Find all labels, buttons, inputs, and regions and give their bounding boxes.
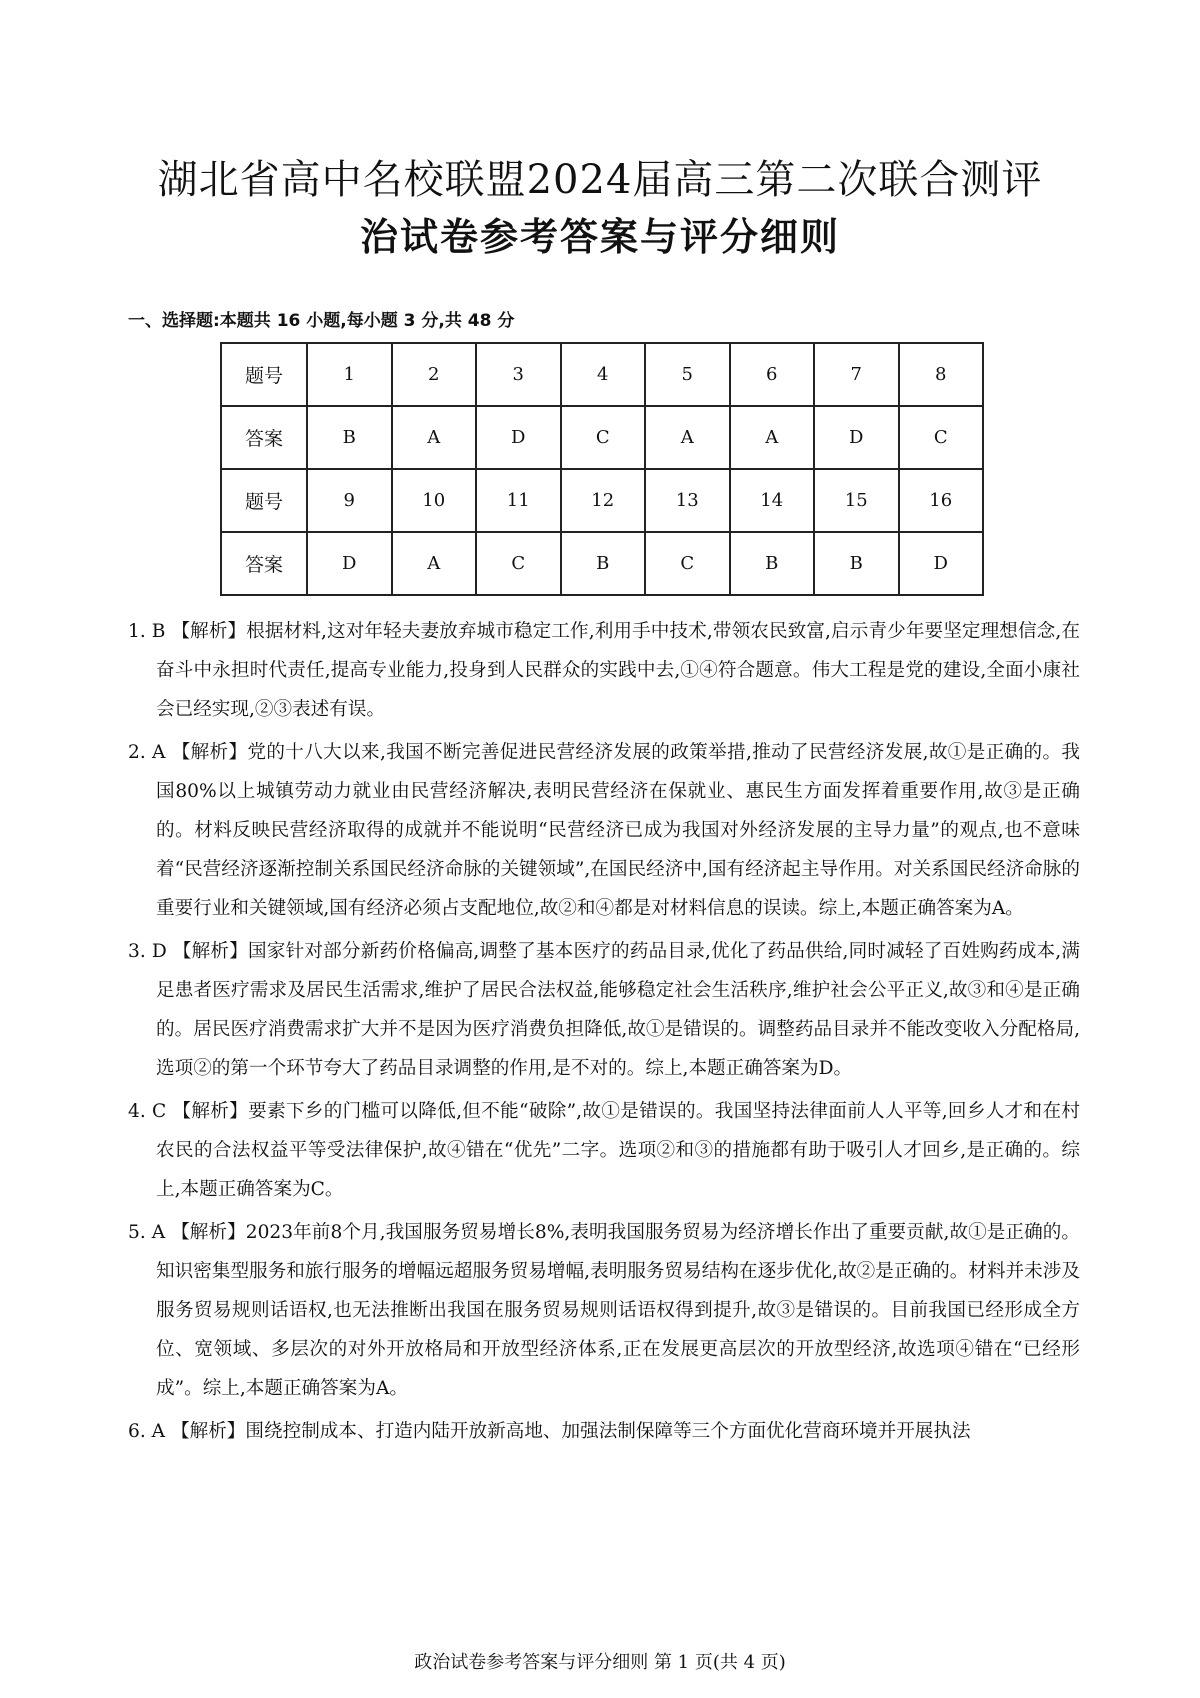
item-number: 2. A (128, 742, 166, 763)
analysis-tag: 【解析】 (171, 621, 247, 642)
table-row (221, 343, 983, 406)
table-row (221, 406, 983, 469)
row-label-number: 题号 (221, 469, 307, 532)
answer-cell: D (476, 406, 561, 469)
answer-cell: C (645, 532, 730, 595)
item-number: 1. B (128, 621, 166, 642)
question-number: 8 (899, 343, 984, 406)
answer-cell: C (476, 532, 561, 595)
section-heading: 一、选择题:本题共 16 小题,每小题 3 分,共 48 分 (128, 311, 515, 331)
question-number: 16 (899, 469, 984, 532)
question-number: 1 (307, 343, 392, 406)
answer-cell: D (307, 532, 392, 595)
explanation-text: 2023年前8个月,我国服务贸易增长8%,表明我国服务贸易为经济增长作出了重要贡献,故①是正确的。知识密集型服务和旅行服务的增幅远超服务贸易增幅,表明服务贸易结构在逐步优化,故②是正确的。材料并未涉及服务贸易规则话语权,也无法推断出我国在服务贸易规则话语权得到提升,故③是错误的。目前我国已经形成全方位、宽领域、多层次的对外开放格局和开放型经济体系,正在发展更高层次的开放型经济,故选项④错在“已经形成”。综上,本题正确答案为A。 (156, 1222, 1080, 1399)
item-number: 4. C (128, 1101, 167, 1122)
explanation-item (128, 733, 1080, 928)
question-number: 2 (392, 343, 477, 406)
question-number: 6 (730, 343, 815, 406)
answer-cell: D (814, 406, 899, 469)
explanation-text: 国家针对部分新药价格偏高,调整了基本医疗的药品目录,优化了药品供给,同时减轻了百姓购药成本,满足患者医疗需求及居民生活需求,维护了居民合法权益,能够稳定社会生活秩序,维护社会公平正义,故③和④是正确的。居民医疗消费需求扩大并不是因为医疗消费负担降低,故①是错误的。调整药品目录并不能改变收入分配格局,选项②的第一个环节夸大了药品目录调整的作用,是不对的。综上,本题正确答案为D。 (156, 941, 1080, 1079)
answer-cell: B (730, 532, 815, 595)
question-number: 13 (645, 469, 730, 532)
row-label-answer: 答案 (221, 406, 307, 469)
question-number: 12 (561, 469, 646, 532)
explanation-item (128, 612, 1080, 729)
answer-cell: A (392, 532, 477, 595)
question-number: 5 (645, 343, 730, 406)
answer-cell: A (392, 406, 477, 469)
row-label-answer: 答案 (221, 532, 307, 595)
item-number: 6. A (128, 1421, 166, 1442)
document-title: 湖北省高中名校联盟2024届高三第二次联合测评 (157, 157, 1043, 203)
analysis-tag: 【解析】 (172, 941, 248, 962)
question-number: 9 (307, 469, 392, 532)
explanation-text: 党的十八大以来,我国不断完善促进民营经济发展的政策举措,推动了民营经济发展,故①是正确的。我国80%以上城镇劳动力就业由民营经济解决,表明民营经济在保就业、惠民生方面发挥着重要作用,故③是正确的。材料反映民营经济取得的成就并不能说明“民营经济已成为我国对外经济发展的主导力量”的观点,也不意味着“民营经济逐渐控制关系国民经济命脉的关键领域”,在国民经济中,国有经济起主导作用。对关系国民经济命脉的重要行业和关键领域,国有经济必须占支配地位,故②和④都是对材料信息的误读。综上,本题正确答案为A。 (156, 742, 1080, 919)
answer-cell: A (730, 406, 815, 469)
item-number: 3. D (128, 941, 167, 962)
answer-cell: D (899, 532, 984, 595)
question-number: 3 (476, 343, 561, 406)
answer-cell: C (561, 406, 646, 469)
question-number: 15 (814, 469, 899, 532)
table-row (221, 532, 983, 595)
question-number: 14 (730, 469, 815, 532)
question-number: 11 (476, 469, 561, 532)
row-label-number: 题号 (221, 343, 307, 406)
answer-cell: B (307, 406, 392, 469)
answer-cell: B (561, 532, 646, 595)
question-number: 10 (392, 469, 477, 532)
answer-table (220, 342, 984, 596)
page-footer: 政治试卷参考答案与评分细则 第 1 页(共 4 页) (414, 1652, 786, 1673)
explanation-item (128, 1092, 1080, 1209)
explanation-text: 要素下乡的门槛可以降低,但不能“破除”,故①是错误的。我国坚持法律面前人人平等,回乡人才和在村农民的合法权益平等受法律保护,故④错在“优先”二字。选项②和③的措施都有助于吸引人才回乡,是正确的。综上,本题正确答案为C。 (156, 1101, 1080, 1200)
explanation-text: 根据材料,这对年轻夫妻放弃城市稳定工作,利用手中技术,带领农民致富,启示青少年要坚定理想信念,在奋斗中永担时代责任,提高专业能力,投身到人民群众的实践中去,①④符合题意。伟大工程是党的建设,全面小康社会已经实现,②③表述有误。 (156, 621, 1080, 720)
explanation-item (128, 1213, 1080, 1408)
answer-cell: A (645, 406, 730, 469)
answer-cell: C (899, 406, 984, 469)
analysis-tag: 【解析】 (171, 1222, 246, 1243)
analysis-tag: 【解析】 (172, 1101, 249, 1122)
analysis-tag: 【解析】 (171, 1421, 246, 1442)
explanation-item (128, 932, 1080, 1088)
item-number: 5. A (128, 1222, 166, 1243)
explanation-list (128, 612, 1080, 1455)
explanation-item (128, 1412, 1080, 1451)
table-row (221, 469, 983, 532)
explanation-text: 围绕控制成本、打造内陆开放新高地、加强法制保障等三个方面优化营商环境并开展执法 (245, 1421, 971, 1442)
answer-cell: B (814, 532, 899, 595)
document-subtitle: 治试卷参考答案与评分细则 (359, 215, 840, 259)
question-number: 4 (561, 343, 646, 406)
question-number: 7 (814, 343, 899, 406)
analysis-tag: 【解析】 (171, 742, 248, 763)
